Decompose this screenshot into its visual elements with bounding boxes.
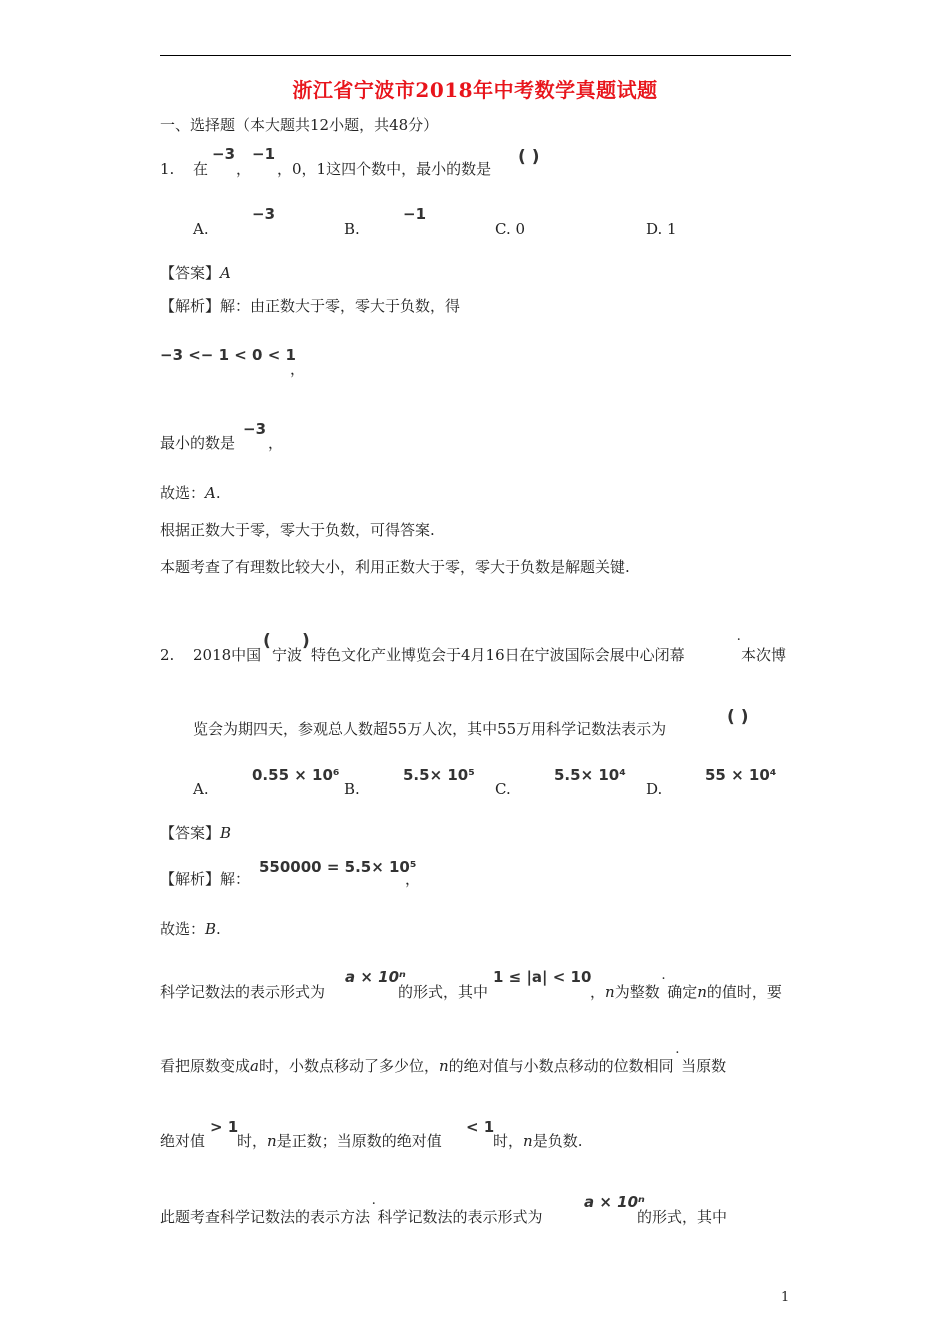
text: 科学记数法的表示形式为 — [377, 1208, 543, 1226]
text: 是正数；当原数的绝对值 — [276, 1132, 442, 1150]
q2-line2: 览会为期四天，参观总人数超55万人次，其中55万用科学记数法表示为 — [193, 720, 667, 738]
text: 看把原数变成 — [160, 1057, 251, 1075]
page-title: 浙江省宁波市2018年中考数学真题试题 — [292, 78, 658, 102]
q1-answer — [160, 264, 231, 282]
q2-option-a-value: 0.55 × 10⁶ — [252, 766, 340, 784]
choose-value: B — [205, 920, 217, 938]
q1-choose — [160, 484, 221, 502]
comma: ， — [590, 983, 606, 1001]
text: 的绝对值与小数点移动的位数相同 — [448, 1057, 674, 1075]
choose-label: 故选： — [160, 920, 206, 938]
q1-smallest-text: 最小的数是 — [160, 434, 236, 452]
q2-analysis — [160, 870, 250, 888]
header-rule — [160, 55, 791, 56]
text: 时，小数点移动了多少位， — [258, 1057, 439, 1075]
q2-equation: 550000 = 5.5× 10⁵ — [259, 858, 417, 876]
dot: ˙ — [673, 1049, 682, 1067]
choose-label: 故选： — [160, 484, 206, 502]
q2-number: 2. — [160, 646, 175, 664]
q2-s3-a: 绝对值 — [160, 1132, 206, 1150]
q2-s1-a: 科学记数法的表示形式为 — [160, 983, 326, 1001]
page-number: 1 — [781, 1290, 790, 1305]
q2-dot-1: ˙ — [735, 636, 743, 654]
q2-s1-math-1: a × 10ⁿ — [345, 968, 406, 986]
q2-option-b-value: 5.5× 10⁵ — [403, 766, 475, 784]
var-n: n — [697, 983, 707, 1001]
q1-smallest-value: −3 — [243, 420, 267, 438]
q1-inequality: −3 <− 1 < 0 < 1 — [160, 346, 296, 364]
q2-s3-math-1: > 1 — [210, 1118, 239, 1136]
q2-option-c: C. — [495, 780, 511, 798]
q2-s2 — [160, 1049, 727, 1075]
q1-option-a-value: −3 — [252, 205, 276, 223]
text: 的值时，要 — [706, 983, 782, 1001]
q2-option-b: B. — [344, 780, 360, 798]
q2-s3-mid — [237, 1132, 442, 1150]
q1-option-d: D. 1 — [646, 220, 677, 238]
var-a: a — [250, 1057, 259, 1075]
q1-math-neg3: −3 — [212, 145, 236, 163]
q1-inequality-end: ， — [290, 360, 306, 378]
q2-paren-right: ) — [302, 631, 310, 651]
answer-value: B — [220, 824, 232, 842]
q2-s3-end — [493, 1132, 582, 1150]
text: 为整数 — [614, 983, 660, 1001]
text: 时， — [493, 1132, 524, 1150]
q2-s1-b: 的形式，其中 — [398, 983, 489, 1001]
text: 当原数 — [681, 1057, 727, 1075]
q1-option-a: A. — [193, 220, 209, 238]
text: 时， — [237, 1132, 268, 1150]
answer-label: 【答案】 — [160, 264, 221, 282]
q1-smallest-end: ， — [268, 434, 284, 452]
section-heading: 一、选择题（本大题共12小题，共48分） — [160, 116, 439, 134]
text: 是负数. — [532, 1132, 583, 1150]
analysis-text: 解：由正数大于零，零大于负数，得 — [220, 297, 461, 315]
dot: ˙ — [370, 1200, 378, 1218]
q2-equation-end: ， — [405, 870, 421, 888]
q1-number: 1. — [160, 160, 175, 178]
q2-s1-math-2: 1 ≤ |a| < 10 — [493, 968, 592, 986]
q1-text-pre: 在 — [193, 160, 209, 178]
q2-s4-a — [160, 1200, 543, 1226]
text: 确定 — [667, 983, 698, 1001]
var-n: n — [523, 1132, 533, 1150]
q2-line1-a: 2018中国 — [193, 646, 262, 664]
q1-paren: ( ) — [518, 147, 540, 167]
text: 此题考查科学记数法的表示方法 — [160, 1208, 371, 1226]
var-n: n — [605, 983, 615, 1001]
q2-answer — [160, 824, 231, 842]
q2-option-d-value: 55 × 10⁴ — [705, 766, 777, 784]
q2-line1-d: 本次博 — [741, 646, 787, 664]
var-n: n — [267, 1132, 277, 1150]
q1-math-neg1: −1 — [252, 145, 276, 163]
q1-option-c: C. 0 — [495, 220, 526, 238]
q2-paren: ( ) — [727, 707, 749, 727]
q1-explain-2: 本题考查了有理数比较大小，利用正数大于零，零大于负数是解题关键. — [160, 558, 630, 576]
analysis-label: 【解析】 — [160, 870, 221, 888]
q2-choose — [160, 920, 221, 938]
q2-line1-c: 特色文化产业博览会于4月16日在宁波国际会展中心闭幕 — [311, 646, 685, 664]
q1-explain-1: 根据正数大于零，零大于负数，可得答案. — [160, 521, 435, 539]
choose-value: A — [205, 484, 216, 502]
q2-s3-math-2: < 1 — [466, 1118, 495, 1136]
q1-option-b: B. — [344, 220, 360, 238]
q1-option-b-value: −1 — [403, 205, 427, 223]
q2-s1-c — [590, 975, 782, 1001]
q1-comma: ， — [236, 160, 252, 178]
answer-value: A — [220, 264, 231, 282]
q1-analysis — [160, 297, 460, 315]
q2-option-d: D. — [646, 780, 663, 798]
choose-end: . — [215, 484, 221, 502]
analysis-label: 【解析】 — [160, 297, 221, 315]
choose-end: . — [216, 920, 221, 938]
q2-option-a: A. — [193, 780, 209, 798]
dot: ˙ — [659, 975, 668, 993]
q1-text-post: ，0，1这四个数中，最小的数是 — [277, 160, 492, 178]
analysis-text: 解： — [220, 870, 251, 888]
q2-s4-c: 的形式，其中 — [637, 1208, 728, 1226]
q2-line1-b: 宁波 — [272, 646, 303, 664]
answer-label: 【答案】 — [160, 824, 221, 842]
q2-paren-left: ( — [263, 631, 271, 651]
var-n: n — [438, 1057, 449, 1075]
q2-option-c-value: 5.5× 10⁴ — [554, 766, 626, 784]
q2-s4-math: a × 10ⁿ — [584, 1193, 645, 1211]
